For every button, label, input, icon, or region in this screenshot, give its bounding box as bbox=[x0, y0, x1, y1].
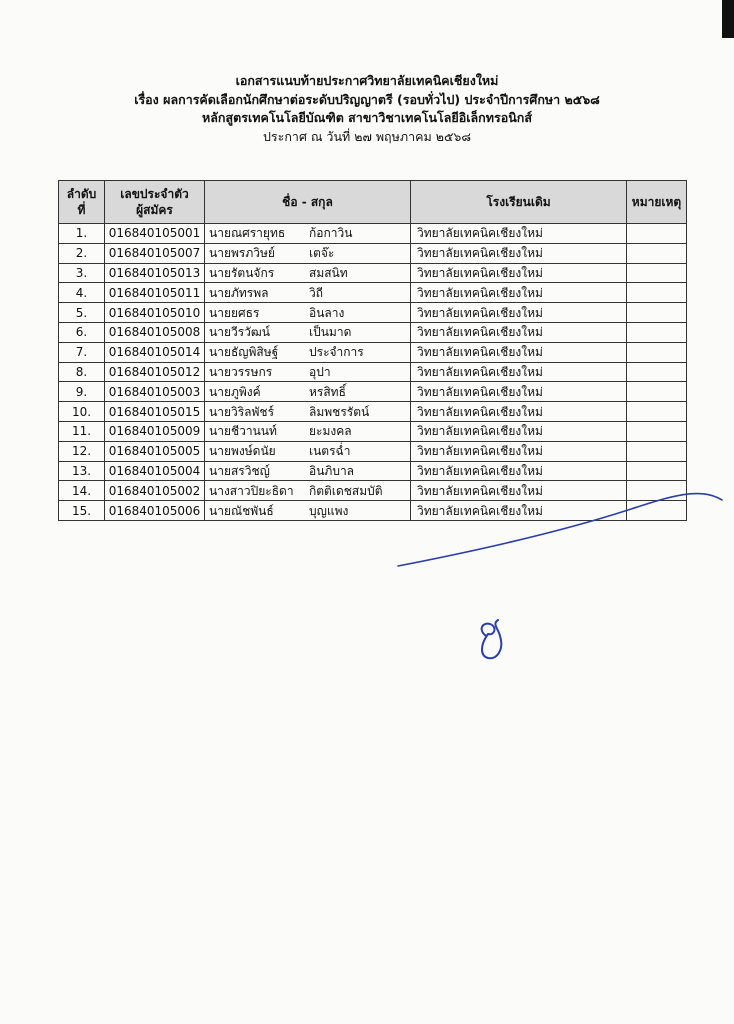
table-row bbox=[59, 342, 687, 362]
cell-remark bbox=[627, 402, 687, 422]
col-header-no bbox=[59, 181, 105, 224]
table-row bbox=[59, 362, 687, 382]
cell-remark bbox=[627, 501, 687, 521]
cell-name bbox=[205, 224, 411, 244]
cell-no: 3. bbox=[59, 263, 105, 283]
table-row bbox=[59, 263, 687, 283]
cell-school: วิทยาลัยเทคนิคเชียงใหม่ bbox=[411, 441, 627, 461]
cell-first-name: นายพรภวิษย์ bbox=[209, 246, 275, 261]
cell-school: วิทยาลัยเทคนิคเชียงใหม่ bbox=[411, 303, 627, 323]
cell-no: 6. bbox=[59, 322, 105, 342]
cell-applicant-id: 016840105013 bbox=[105, 263, 205, 283]
cell-school: วิทยาลัยเทคนิคเชียงใหม่ bbox=[411, 461, 627, 481]
cell-name bbox=[205, 402, 411, 422]
cell-school: วิทยาลัยเทคนิคเชียงใหม่ bbox=[411, 243, 627, 263]
scan-edge-mark bbox=[722, 0, 734, 38]
cell-applicant-id: 016840105002 bbox=[105, 481, 205, 501]
table-header-row bbox=[59, 181, 687, 224]
table-row bbox=[59, 441, 687, 461]
cell-applicant-id: 016840105015 bbox=[105, 402, 205, 422]
cell-applicant-id: 016840105009 bbox=[105, 421, 205, 441]
col-header-remark: หมายเหตุ bbox=[627, 181, 687, 224]
cell-remark bbox=[627, 461, 687, 481]
table-row bbox=[59, 283, 687, 303]
cell-remark bbox=[627, 441, 687, 461]
cell-applicant-id: 016840105011 bbox=[105, 283, 205, 303]
cell-applicant-id: 016840105014 bbox=[105, 342, 205, 362]
col-header-no-line1: ลำดับ bbox=[66, 187, 97, 201]
cell-school: วิทยาลัยเทคนิคเชียงใหม่ bbox=[411, 283, 627, 303]
table-row bbox=[59, 501, 687, 521]
cell-last-name: ยะมงคล bbox=[309, 424, 352, 439]
cell-first-name: นายภูพิงค์ bbox=[209, 384, 261, 399]
cell-school: วิทยาลัยเทคนิคเชียงใหม่ bbox=[411, 402, 627, 422]
cell-last-name: อินภิบาล bbox=[309, 463, 355, 478]
cell-applicant-id: 016840105007 bbox=[105, 243, 205, 263]
table-row bbox=[59, 303, 687, 323]
cell-applicant-id: 016840105010 bbox=[105, 303, 205, 323]
cell-first-name: นายรัตนจักร bbox=[209, 265, 275, 280]
table-row bbox=[59, 461, 687, 481]
cell-last-name: เป็นมาด bbox=[309, 325, 352, 340]
cell-first-name: นายพงษ์ดนัย bbox=[209, 444, 276, 459]
cell-first-name: นายณัชพันธ์ bbox=[209, 503, 274, 518]
cell-remark bbox=[627, 421, 687, 441]
cell-no: 8. bbox=[59, 362, 105, 382]
cell-last-name: กิตติเดชสมบัติ bbox=[309, 483, 383, 498]
cell-name bbox=[205, 461, 411, 481]
cell-name bbox=[205, 481, 411, 501]
cell-last-name: เนตรฉ่ำ bbox=[309, 444, 351, 459]
table-row bbox=[59, 322, 687, 342]
cell-no: 12. bbox=[59, 441, 105, 461]
document-header bbox=[0, 72, 734, 146]
cell-school: วิทยาลัยเทคนิคเชียงใหม่ bbox=[411, 501, 627, 521]
col-header-school: โรงเรียนเดิม bbox=[411, 181, 627, 224]
cell-remark bbox=[627, 322, 687, 342]
table-row bbox=[59, 421, 687, 441]
cell-name bbox=[205, 382, 411, 402]
header-program: หลักสูตรเทคโนโลยีบัณฑิต สาขาวิชาเทคโนโลยีอิเล็กทรอนิกส์ bbox=[202, 110, 532, 125]
cell-applicant-id: 016840105008 bbox=[105, 322, 205, 342]
cell-first-name: นายวิริลพัชร์ bbox=[209, 404, 275, 419]
col-header-id-line2: ผู้สมัคร bbox=[136, 203, 173, 217]
cell-no: 4. bbox=[59, 283, 105, 303]
cell-school: วิทยาลัยเทคนิคเชียงใหม่ bbox=[411, 224, 627, 244]
cell-name bbox=[205, 303, 411, 323]
col-header-id-line1: เลขประจำตัว bbox=[120, 187, 189, 201]
cell-no: 13. bbox=[59, 461, 105, 481]
table-row bbox=[59, 382, 687, 402]
cell-applicant-id: 016840105001 bbox=[105, 224, 205, 244]
cell-first-name: นายธัญพิสิษฐ์ bbox=[209, 345, 279, 360]
cell-no: 7. bbox=[59, 342, 105, 362]
cell-first-name: นายยศธร bbox=[209, 305, 260, 320]
cell-remark bbox=[627, 481, 687, 501]
cell-name bbox=[205, 362, 411, 382]
cell-last-name: ลิมพชรรัตน์ bbox=[309, 404, 370, 419]
cell-remark bbox=[627, 303, 687, 323]
cell-first-name: นายสรวิชญ์ bbox=[209, 463, 270, 478]
cell-last-name: วิถี bbox=[309, 285, 324, 300]
cell-school: วิทยาลัยเทคนิคเชียงใหม่ bbox=[411, 421, 627, 441]
col-header-id bbox=[105, 181, 205, 224]
cell-first-name: นายวรรษกร bbox=[209, 364, 273, 379]
cell-first-name: นายวีรวัฒน์ bbox=[209, 325, 270, 340]
cell-first-name: นายณศรายุทธ bbox=[209, 226, 286, 241]
cell-applicant-id: 016840105003 bbox=[105, 382, 205, 402]
cell-school: วิทยาลัยเทคนิคเชียงใหม่ bbox=[411, 382, 627, 402]
cell-last-name: อินลาง bbox=[309, 305, 345, 320]
cell-remark bbox=[627, 224, 687, 244]
cell-school: วิทยาลัยเทคนิคเชียงใหม่ bbox=[411, 322, 627, 342]
table-row bbox=[59, 224, 687, 244]
cell-name bbox=[205, 243, 411, 263]
cell-no: 14. bbox=[59, 481, 105, 501]
table-row bbox=[59, 243, 687, 263]
cell-remark bbox=[627, 362, 687, 382]
cell-first-name: นางสาวปิยะธิดา bbox=[209, 483, 294, 498]
cell-no: 9. bbox=[59, 382, 105, 402]
cell-last-name: หรสิทธิ์ bbox=[309, 384, 346, 399]
cell-name bbox=[205, 501, 411, 521]
cell-school: วิทยาลัยเทคนิคเชียงใหม่ bbox=[411, 342, 627, 362]
header-subject: เรื่อง ผลการคัดเลือกนักศึกษาต่อระดับปริญญาตรี (รอบทั่วไป) ประจำปีการศึกษา ๒๕๖๘ bbox=[134, 91, 600, 107]
cell-name bbox=[205, 283, 411, 303]
col-header-name: ชื่อ - สกุล bbox=[205, 181, 411, 224]
cell-last-name: บุญแพง bbox=[309, 503, 349, 518]
table-row bbox=[59, 481, 687, 501]
cell-applicant-id: 016840105012 bbox=[105, 362, 205, 382]
cell-school: วิทยาลัยเทคนิคเชียงใหม่ bbox=[411, 481, 627, 501]
cell-no: 10. bbox=[59, 402, 105, 422]
cell-school: วิทยาลัยเทคนิคเชียงใหม่ bbox=[411, 362, 627, 382]
cell-name bbox=[205, 421, 411, 441]
cell-remark bbox=[627, 342, 687, 362]
cell-no: 5. bbox=[59, 303, 105, 323]
cell-no: 1. bbox=[59, 224, 105, 244]
cell-last-name: อุปา bbox=[309, 364, 331, 379]
cell-remark bbox=[627, 263, 687, 283]
cell-no: 15. bbox=[59, 501, 105, 521]
cell-applicant-id: 016840105006 bbox=[105, 501, 205, 521]
cell-no: 11. bbox=[59, 421, 105, 441]
col-header-no-line2: ที่ bbox=[77, 203, 86, 217]
header-date: ประกาศ ณ วันที่ ๒๗ พฤษภาคม ๒๕๖๘ bbox=[263, 128, 471, 144]
table-row bbox=[59, 402, 687, 422]
cell-name bbox=[205, 441, 411, 461]
cell-remark bbox=[627, 283, 687, 303]
cell-name bbox=[205, 342, 411, 362]
cell-last-name: ก้อกาวิน bbox=[309, 226, 353, 241]
cell-name bbox=[205, 322, 411, 342]
cell-remark bbox=[627, 243, 687, 263]
results-table bbox=[58, 180, 687, 521]
cell-no: 2. bbox=[59, 243, 105, 263]
cell-remark bbox=[627, 382, 687, 402]
table-body bbox=[59, 224, 687, 521]
cell-last-name: สมสนิท bbox=[309, 265, 348, 280]
cell-first-name: นายชีวานนท์ bbox=[209, 424, 277, 439]
cell-name bbox=[205, 263, 411, 283]
cell-school: วิทยาลัยเทคนิคเชียงใหม่ bbox=[411, 263, 627, 283]
cell-applicant-id: 016840105005 bbox=[105, 441, 205, 461]
cell-last-name: เตจ๊ะ bbox=[309, 246, 335, 261]
cell-first-name: นายภัทรพล bbox=[209, 285, 269, 300]
header-title: เอกสารแนบท้ายประกาศวิทยาลัยเทคนิคเชียงใหม่ bbox=[235, 73, 499, 88]
cell-last-name: ประจำการ bbox=[309, 345, 364, 360]
cell-applicant-id: 016840105004 bbox=[105, 461, 205, 481]
